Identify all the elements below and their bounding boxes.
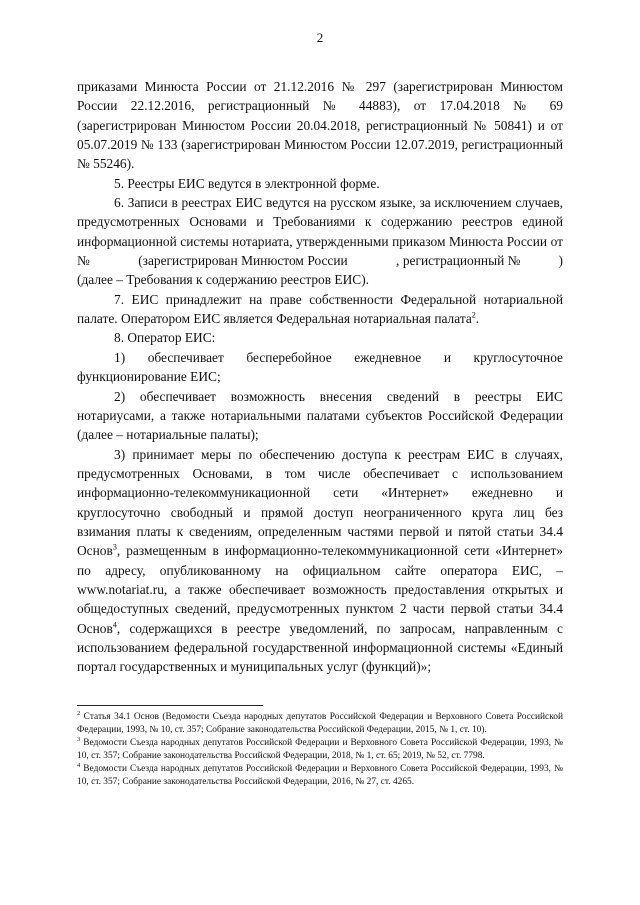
paragraph-item-6: 6. Записи в реестрах ЕИС ведутся на русском языке, за исключением случаев, предусмотренных Основами и Требованиями к содержанию реестров единой информационной системы нотариата, утвержденными приказом Минюста России от № (зарегистрирован Минюстом России , регистрационный № ) (далее – Требования к содержанию реестров ЕИС). [77, 195, 620, 288]
footnote-divider [77, 705, 263, 706]
paragraph-subitem-3: 3) принимает меры по обеспечению доступа к реестрам ЕИС в случаях, предусмотренных Основами, в том числе обеспечивает с использованием информационно-телекоммуникационной сети «Интернет» ежедневно и круглосуточно свободный и прямой доступ неограниченного круга лиц без взимания платы к сведениям, определенным частями первой и пятой статьи 34.4 Основ$^3$, размещенным в информационно-телекоммуникационной сети «Интернет» по адресу, опубликованному на официальном сайте оператора ЕИС, – www.notariat.ru, а также обеспечивает возможность предоставления открытых и общедоступных сведений, предусмотренных пунктом 2 части первой статьи 34.4 Основ$^4$, содержащихся в реестре уведомлений, по запросам, направленным с использованием федеральной государственной информационной системы «Единый портал государственных и муниципальных услуг (функций)»; [77, 446, 563, 675]
paragraph-continuation: приказами Минюста России от 21.12.2016 № 297 (зарегистрирован Минюстом России 22.12.2016, регистрационный № 44883), от 17.04.2018 № 69 (зарегистрирован Минюстом России 20.04.2018, регистрационный № 50841) и от 05.07.2019 № 133 (зарегистрирован Минюстом России 12.07.2019, регистрационный № 55246). [77, 79, 563, 172]
page-number: 2 [316, 30, 324, 45]
footnote-2: $^2$ Статья 34.1 Основ (Ведомости Съезда народных депутатов Российской Федерации и Верховного Совета Российской Федерации, 1993, № 10, ст. 357; Собрание законодательства Российской Федерации, 2015, № 1, ст. 10). [77, 709, 563, 735]
footnote-ref-4[interactable]: 4 [112, 620, 117, 630]
paragraph-item-8: 8. Оператор ЕИС: [114, 330, 216, 346]
footnote-ref-3[interactable]: 3 [112, 542, 117, 552]
paragraph-item-5: 5. Реестры ЕИС ведутся в электронной форме. [114, 175, 380, 191]
document-body [77, 77, 620, 677]
footnote-ref-2[interactable]: 2 [471, 310, 476, 320]
paragraph-item-7: 7. ЕИС принадлежит на праве собственности Федеральной нотариальной палате. Оператором ЕИС является Федеральная нотариальная палата$^2$. [77, 291, 563, 327]
paragraph-subitem-2: 2) обеспечивает возможность внесения сведений в реестры ЕИС нотариусами, а также нотариальными палатами субъектов Российской Федерации (далее – нотариальные палаты); [77, 388, 563, 443]
footnote-4: $^4$ Ведомости Съезда народных депутатов Российской Федерации и Верховного Совета Российской Федерации, 1993, № 10, ст. 357; Собрание законодательства Российской Федерации, 2016, № 27, ст. 4265. [77, 762, 563, 787]
footnote-3: $^3$ Ведомости Съезда народных депутатов Российской Федерации и Верховного Совета Российской Федерации, 1993, № 10, ст. 357; Собрание законодательства Российской Федерации, 2018, № 1, ст. 65; 2019, № 52, ст. 7798. [77, 736, 563, 761]
paragraph-subitem-1: 1) обеспечивает бесперебойное ежедневное и круглосуточное функционирование ЕИС; [77, 349, 563, 385]
footnotes [77, 711, 563, 790]
